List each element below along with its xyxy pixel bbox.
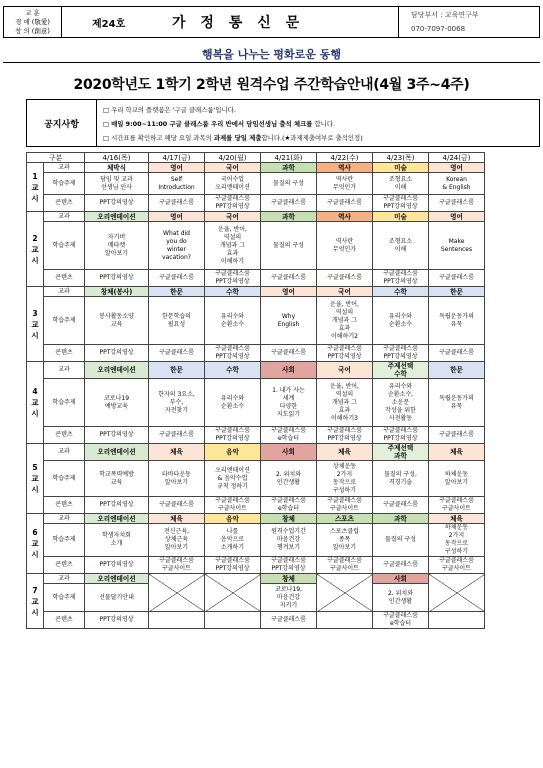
content-cell: PPT강의영상 (85, 345, 149, 362)
topic-cell: Self Introduction (149, 173, 205, 195)
subject-cell: 체육 (429, 514, 485, 524)
subject-cell: 사회 (373, 574, 429, 584)
slogan: 행복을 나누는 평화로운 동행 (202, 48, 341, 61)
subject-cell: 사회 (261, 444, 317, 461)
topic-cell: 역사란 무엇인가 (317, 173, 373, 195)
subject-cell: 체육 (149, 444, 205, 461)
subject-cell: 창체(봉사) (85, 287, 149, 297)
row-label-topic: 학습주제 (44, 173, 85, 195)
content-cell: 구글클래스룸 PPT강의영상 (373, 345, 429, 362)
subject-cell: 체육 (429, 444, 485, 461)
issue-number: 제24호 (92, 18, 126, 30)
subject-cell: 주제선택 과학 (373, 444, 429, 461)
subject-cell: 체육 (149, 514, 205, 524)
content-cell: 구글클래스룸 PPT강의영상 (373, 427, 429, 444)
row-label-subject: 교과 (44, 163, 85, 173)
content-cell: 구글클래스룸 e학습터 (373, 612, 429, 629)
content-cell: 구글클래스룸 구글사이트 (149, 557, 205, 574)
topic-cell: 2. 위치와 인간생활 (373, 584, 429, 612)
period-label: 3 교 시 (27, 287, 44, 362)
content-cell: PPT강의영상 (85, 270, 149, 287)
subject-cell: 영어 (429, 212, 485, 222)
row-label-subject: 교과 (44, 514, 85, 524)
topic-cell: 학교폭력예방 교육 (85, 461, 149, 497)
topic-row (27, 297, 485, 345)
content-cell: 구글클래스룸 구글사이트 (205, 497, 261, 514)
header-cell-date: 4/22(수) (317, 153, 373, 163)
subject-cell: 영어 (429, 163, 485, 173)
content-cell: 구글클래스룸 (373, 557, 429, 574)
subject-cell: 영어 (261, 287, 317, 297)
notice-item-assignment-bold: 과제를 당일 제출 (213, 134, 262, 142)
subject-cell: 국어 (317, 287, 373, 297)
topic-cell: 독립운동가의 유묵 (429, 297, 485, 345)
content-cell: PPT강의영상 (85, 557, 149, 574)
period-label: 4 교 시 (27, 362, 44, 444)
content-cell: 구글클래스룸 (317, 270, 373, 287)
subject-row (27, 574, 485, 584)
subject-cell: 사회 (261, 362, 317, 379)
topic-cell: 자기버 메타켓 알아보기 (85, 222, 149, 270)
empty-slot-cross (205, 574, 261, 612)
subject-cell: 수학 (373, 287, 429, 297)
subject-row (27, 362, 485, 379)
period-label: 1 교 시 (27, 163, 44, 212)
row-label-content: 콘텐츠 (44, 345, 85, 362)
row-label-topic: 학습주제 (44, 524, 85, 557)
motto-label: 교 훈 (25, 8, 40, 17)
topic-cell: 2. 위치와 인간생활 (261, 461, 317, 497)
period-label: 6 교 시 (27, 514, 44, 574)
row-label-subject: 교과 (44, 212, 85, 222)
topic-cell: 조형요소 이해 (373, 222, 429, 270)
subject-cell: 체박식 (85, 163, 149, 173)
period-label: 2 교 시 (27, 212, 44, 287)
topic-cell: 하체운동 2가지 동작으로 구성하기 (429, 524, 485, 557)
content-cell (317, 612, 373, 629)
subject-cell: 과학 (261, 212, 317, 222)
topic-cell: 상체운동 2가지 동작으로 구성하기 (317, 461, 373, 497)
newsletter-header (3, 6, 540, 38)
content-cell: PPT강의영상 (85, 195, 149, 212)
content-cell: 구글클래스룸 (261, 345, 317, 362)
content-cell: 구글클래스룸 PPT강의영상 (317, 345, 373, 362)
divider (3, 62, 540, 63)
content-row (27, 270, 485, 287)
page-title: 2020학년도 1학기 2학년 원격수업 주간학습안내(4월 3주~4주) (73, 77, 470, 93)
content-cell: 구글클래스룸 구글사이트 (317, 497, 373, 514)
topic-cell: Why English (261, 297, 317, 345)
row-label-topic: 학습주제 (44, 461, 85, 497)
subject-cell: 오리엔테이션 (85, 444, 149, 461)
topic-cell: 전신근육, 상체근육 알아보기 (149, 524, 205, 557)
topic-cell: 스포츠클럽 종목 알아보기 (317, 524, 373, 557)
row-label-content: 콘텐츠 (44, 427, 85, 444)
topic-cell: 타바타운동 알아보기 (149, 461, 205, 497)
content-cell (429, 612, 485, 629)
subject-cell: 수학 (205, 362, 261, 379)
content-cell: 구글클래스룸 (429, 427, 485, 444)
content-row (27, 612, 485, 629)
motto-line-1: 경 애 (敬愛) (15, 17, 50, 26)
subject-row (27, 444, 485, 461)
content-cell: 구글클래스룸 구글사이트 (429, 497, 485, 514)
header-cell-date: 4/23(목) (373, 153, 429, 163)
content-cell: 구글클래스룸 (317, 195, 373, 212)
content-cell: 구글클래스룸 PPT강의영상 (205, 195, 261, 212)
subject-cell: 국어 (205, 212, 261, 222)
content-cell: 구글클래스룸 (261, 270, 317, 287)
topic-cell: 유리수와 순환소수 (373, 297, 429, 345)
subject-cell: 과학 (261, 163, 317, 173)
topic-cell: 역사란 무엇인가 (317, 222, 373, 270)
content-cell: 구글클래스룸 PPT강의영상 (373, 195, 429, 212)
content-cell: 구글클래스룸 (149, 270, 205, 287)
topic-cell: 유리수와 순환소수 (205, 297, 261, 345)
header-cell-date: 4/17(금) (149, 153, 205, 163)
empty-slot-cross (317, 574, 373, 612)
subject-cell: 창체 (261, 574, 317, 584)
content-cell: 구글클래스룸 PPT강의영상 (373, 270, 429, 287)
topic-cell: 코로나19, 마음건강 지키기 (261, 584, 317, 612)
contact-info (399, 7, 539, 37)
content-cell: 구글클래스룸 (149, 345, 205, 362)
row-label-topic: 학습주제 (44, 222, 85, 270)
table-header-row (27, 153, 485, 163)
subject-cell: 창체 (261, 514, 317, 524)
notice-list (97, 100, 539, 146)
subject-row (27, 163, 485, 173)
topic-cell: 운율, 반어, 역설의 개념과 그 효과 이해하기2 (317, 297, 373, 345)
topic-cell: 한자의 3요소, 부수, 자전찾기 (149, 379, 205, 427)
topic-row (27, 379, 485, 427)
subject-cell: 스포츠 (317, 514, 373, 524)
subject-cell: 미술 (373, 212, 429, 222)
topic-cell: Make Sentences (429, 222, 485, 270)
row-label-content: 콘텐츠 (44, 612, 85, 629)
topic-cell: 물질의 구성 (261, 173, 317, 195)
topic-cell: Korean & English (429, 173, 485, 195)
content-cell: 구글클래스룸 PPT강의영상 (205, 345, 261, 362)
topic-cell: 봉사활동소양 교육 (85, 297, 149, 345)
content-row (27, 497, 485, 514)
topic-cell: 오리엔테이션 & 음악수업 규칙 정하기 (205, 461, 261, 497)
topic-cell: 코로나19 예방교육 (85, 379, 149, 427)
row-label-content: 콘텐츠 (44, 270, 85, 287)
row-label-content: 콘텐츠 (44, 557, 85, 574)
header-center (62, 7, 399, 37)
content-cell: 구글클래스룸 (261, 612, 317, 629)
content-row (27, 195, 485, 212)
subject-cell: 오리엔테이션 (85, 514, 149, 524)
weekly-schedule-table (26, 152, 485, 629)
content-cell: 구글클래스룸 PPT강의영상 (205, 557, 261, 574)
content-cell: PPT강의영상 (85, 497, 149, 514)
notice-item-assignment-prefix: □ 시간표를 확인하고 해당 요일 과목의 (103, 134, 214, 142)
subject-cell: 한문 (429, 287, 485, 297)
topic-cell: 운율, 반어, 역설의 개념과 그 효과 이해하기 (205, 222, 261, 270)
row-label-subject: 교과 (44, 287, 85, 297)
subject-cell: 체육 (317, 444, 373, 461)
content-cell: PPT강의영상 (85, 612, 149, 629)
notice-item-attendance-suffix: 합니다. (312, 120, 336, 128)
topic-row (27, 173, 485, 195)
row-label-subject: 교과 (44, 574, 85, 584)
notice-item-attendance (103, 117, 533, 131)
subject-cell: 한문 (149, 362, 205, 379)
content-cell: 구글클래스룸 e학습터 (261, 497, 317, 514)
topic-cell: 나를 음악으로 소개하기 (205, 524, 261, 557)
subject-cell: 오리엔테이션 (85, 362, 149, 379)
content-cell: 구글클래스룸 PPT강의영상 (261, 557, 317, 574)
row-label-content: 콘텐츠 (44, 195, 85, 212)
notice-item-platform: □ 우리 학교의 플랫폼은 '구글 클래스룸'입니다. (103, 106, 236, 114)
subject-row (27, 514, 485, 524)
topic-cell: 국어수업 오리엔테이션 (205, 173, 261, 195)
row-label-content: 콘텐츠 (44, 497, 85, 514)
topic-cell: 1. 내가 사는 세계 다양한 지도읽기 (261, 379, 317, 427)
department: 담당부서 : 교육연구부 (411, 11, 479, 19)
topic-cell: What did you do winter vacation? (149, 222, 205, 270)
subject-cell: 주제선택 수학 (373, 362, 429, 379)
content-row (27, 345, 485, 362)
topic-cell: 원격수업기간 마음건강 챙겨보기 (261, 524, 317, 557)
subject-cell: 역사 (317, 212, 373, 222)
empty-slot-cross (429, 574, 485, 612)
content-cell: 구글클래스룸 (149, 195, 205, 212)
subject-cell: 한문 (429, 362, 485, 379)
row-label-topic: 학습주제 (44, 584, 85, 612)
subject-row (27, 212, 485, 222)
topic-cell: 하체운동 알아보기 (429, 461, 485, 497)
notice-label: 공지사항 (27, 100, 97, 146)
notice-item-attendance-bold: 매일 9:00~11:00 구글 클래스룸 우리 반에서 담임선생님 출석 체크를 (111, 120, 313, 128)
notice-box (26, 99, 540, 147)
topic-cell: 유리수와 순환소수 (205, 379, 261, 427)
subject-row (27, 287, 485, 297)
content-cell: 구글클래스룸 (149, 497, 205, 514)
content-cell: 구글클래스룸 (429, 270, 485, 287)
subject-cell: 국어 (205, 163, 261, 173)
subject-cell: 한문 (149, 287, 205, 297)
subject-cell: 미술 (373, 163, 429, 173)
subject-cell: 음악 (205, 514, 261, 524)
content-cell: PPT강의영상 (85, 427, 149, 444)
topic-cell: 한문학습의 필요성 (149, 297, 205, 345)
topic-cell: 운율, 반어, 역설의 개념과 그 효과 이해하기3 (317, 379, 373, 427)
topic-cell: 선물달기안내 (85, 584, 149, 612)
content-row (27, 557, 485, 574)
subject-cell: 오리엔테이션 (85, 574, 149, 584)
topic-row (27, 222, 485, 270)
content-cell: 구글클래스룸 (429, 345, 485, 362)
row-label-topic: 학습주제 (44, 297, 85, 345)
header-cell-category: 구분 (27, 153, 85, 163)
empty-slot-cross (149, 574, 205, 612)
school-motto (4, 7, 62, 37)
row-label-subject: 교과 (44, 444, 85, 461)
content-cell: 구글클래스룸 (149, 427, 205, 444)
topic-cell: 학생자치회 소개 (85, 524, 149, 557)
subject-cell: 수학 (205, 287, 261, 297)
header-cell-date: 4/20(월) (205, 153, 261, 163)
notice-item-assignment-suffix: 합니다.(★과제제출여부로 출석인정) (261, 134, 363, 142)
topic-cell: 물질의 구성 (373, 524, 429, 557)
topic-cell: 물질의 구성, 격경기술 (373, 461, 429, 497)
notice-item-attendance-prefix: □ (103, 120, 112, 128)
topic-cell: 유리수와 순환소수, 소운문 작성을 위한 사전활동 (373, 379, 429, 427)
subject-cell: 영어 (149, 212, 205, 222)
content-cell: 구글클래스룸 (429, 195, 485, 212)
content-cell (205, 612, 261, 629)
subject-cell: 역사 (317, 163, 373, 173)
subject-cell: 오리엔테이션 (85, 212, 149, 222)
content-cell: 구글클래스룸 구글사이트 (317, 557, 373, 574)
content-cell: 구글클래스룸 구글사이트 (429, 557, 485, 574)
content-cell: 구글클래스룸 PPT강의영상 (205, 427, 261, 444)
row-label-subject: 교과 (44, 362, 85, 379)
content-cell: 구글클래스룸 (261, 195, 317, 212)
notice-item-assignment (103, 131, 533, 145)
topic-cell: 독립운동가의 유묵 (429, 379, 485, 427)
content-cell: 구글클래스룸 PPT강의영상 (205, 270, 261, 287)
schedule-body (27, 163, 485, 629)
topic-cell: 담임 및 교과 선생님 인사 (85, 173, 149, 195)
content-cell: 구글클래스룸 (373, 497, 429, 514)
content-cell: 구글클래스룸 e학습터 (261, 427, 317, 444)
content-row (27, 427, 485, 444)
subject-cell: 과학 (373, 514, 429, 524)
subject-cell: 음악 (205, 444, 261, 461)
motto-line-2: 창 의 (創意) (15, 26, 50, 35)
content-cell: 구글클래스룸 PPT강의영상 (317, 427, 373, 444)
header-cell-date: 4/21(화) (261, 153, 317, 163)
header-cell-date: 4/16(목) (85, 153, 149, 163)
period-label: 7 교 시 (27, 574, 44, 629)
phone-number: 070-7097-0068 (411, 25, 466, 33)
topic-cell: 조형요소 이해 (373, 173, 429, 195)
topic-row (27, 461, 485, 497)
row-label-topic: 학습주제 (44, 379, 85, 427)
topic-cell: 물질의 구성 (261, 222, 317, 270)
subject-cell: 국어 (317, 362, 373, 379)
period-label: 5 교 시 (27, 444, 44, 514)
newsletter-title: 가 정 통 신 문 (172, 15, 305, 31)
subject-cell: 영어 (149, 163, 205, 173)
header-cell-date: 4/24(금) (429, 153, 485, 163)
topic-row (27, 524, 485, 557)
content-cell (149, 612, 205, 629)
